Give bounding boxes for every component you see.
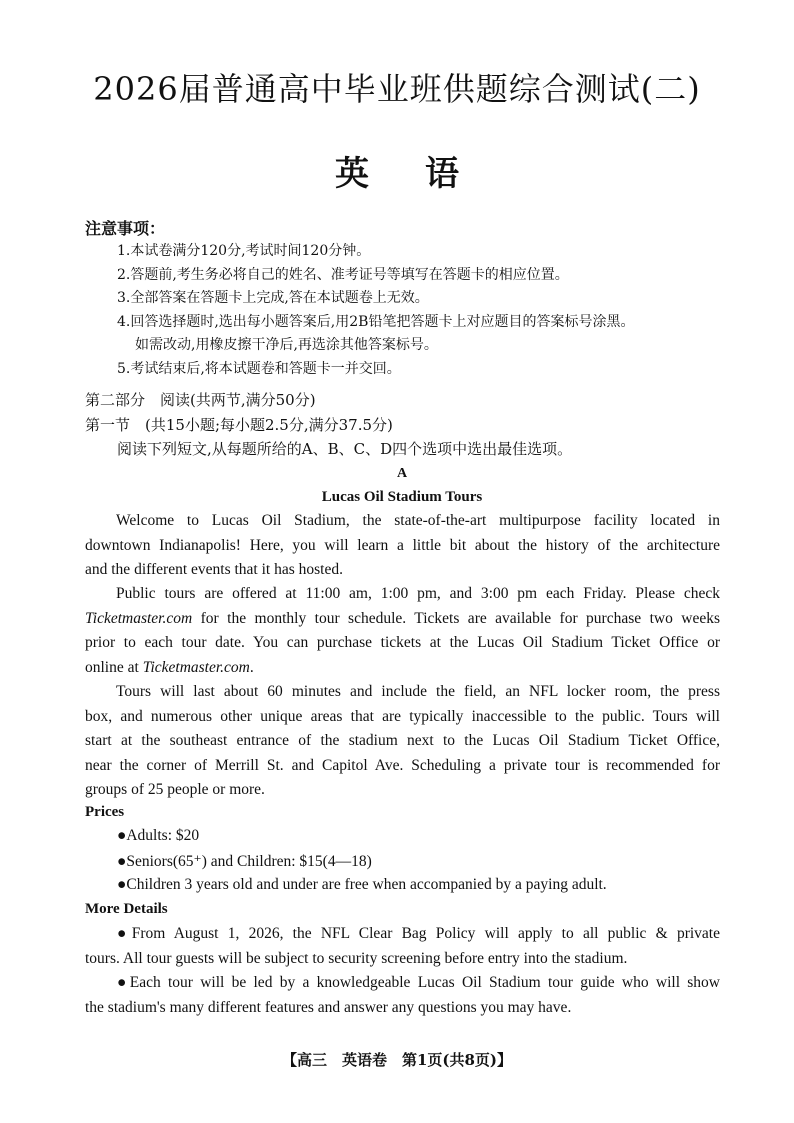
text-line: box, and numerous other unique areas that are typically inaccessible to the public. Tours will [85,707,720,725]
exam-title: 2026届普通高中毕业班供题综合测试(二) [93,70,701,108]
prices-label: Prices [85,804,125,820]
website-name: Ticketmaster.com [142,658,250,676]
notice-list [117,240,737,381]
notice-item: 1.本试卷满分120分,考试时间120分钟。 [117,243,371,259]
text-line: ●From August 1, 2026, the NFL Clear Bag Policy will apply to all public & private [117,925,720,942]
text-line: and the different events that it has hosted. [85,561,343,578]
passage-title: Lucas Oil Stadium Tours [321,489,483,505]
passage-letter: A [396,466,408,481]
notice-item: 5.考试结束后,将本试题卷和答题卡一并交回。 [117,360,401,377]
text-line: tours. All tour guests will be subject to security screening before entry into the stadium. [85,949,628,967]
text-line: online at Ticketmaster.com. [85,658,254,676]
notice-heading: 注意事项： [85,219,166,238]
text-line: Tours will last about 60 minutes and include the field, an NFL locker room, the press [116,683,720,700]
website-name: Ticketmaster.com [85,609,193,627]
price-item: ●Adults: $20 [117,827,200,844]
text-line: start at the southeast entrance of the stadium next to the Lucas Oil Stadium Ticket Office, [85,732,720,749]
paragraph-1 [85,509,720,583]
text-line: prior to each tour date. You can purchase tickets at the Lucas Oil Stadium Ticket Office or [85,634,720,651]
price-item: ●Children 3 years old and under are free when accompanied by a paying adult. [117,876,607,893]
notice-item: 3.全部答案在答题卡上完成,答在本试题卷上无效。 [117,290,429,306]
detail-item [85,971,720,1020]
text-line: near the corner of Merrill St. and Capitol Ave. Scheduling a private tour is recommended for [85,756,720,774]
text-line: the stadium's many different features and answer any questions you may have. [85,998,572,1016]
notice-item-continued: 如需改动,用橡皮擦干净后,再选涂其他答案标号。 [135,337,438,353]
page-footer: 【高三 英语卷 第1页(共8页)】 [281,1051,513,1069]
details-label: More Details [85,901,168,917]
text-line: Public tours are offered at 11:00 am, 1:00 pm, and 3:00 pm each Friday. Please check [116,585,720,602]
price-item: ●Seniors(65⁺) and Children: $15(4—18) [117,853,372,870]
text-line: groups of 25 people or more. [85,781,265,798]
text-line: Ticketmaster.com for the monthly tour schedule. Tickets are available for purchase two weeks [85,609,720,627]
paragraph-3 [85,680,720,803]
paragraph-2 [85,582,720,680]
notice-item: 2.答题前,考生务必将自己的姓名、准考证号等填写在答题卡的相应位置。 [117,266,569,283]
subject-title: 英语 [335,154,515,194]
section-heading: 第一节 (共15小题;每小题2.5分,满分37.5分) [85,416,393,434]
reading-instruction: 阅读下列短文,从每题所给的A、B、C、D四个选项中选出最佳选项。 [117,440,573,458]
detail-item [85,922,720,971]
notice-item: 4.回答选择题时,选出每小题答案后,用2B铅笔把答题卡上对应题目的答案标号涂黑。 [117,313,635,330]
text-line: downtown Indianapolis! Here, you will learn a little bit about the history of the architecture [85,536,720,554]
text-line: ●Each tour will be led by a knowledgeable Lucas Oil Stadium tour guide who will show [117,974,720,991]
text-line: Welcome to Lucas Oil Stadium, the state-of-the-art multipurpose facility located in [116,512,720,529]
part-heading: 第二部分 阅读(共两节,满分50分) [85,391,316,409]
